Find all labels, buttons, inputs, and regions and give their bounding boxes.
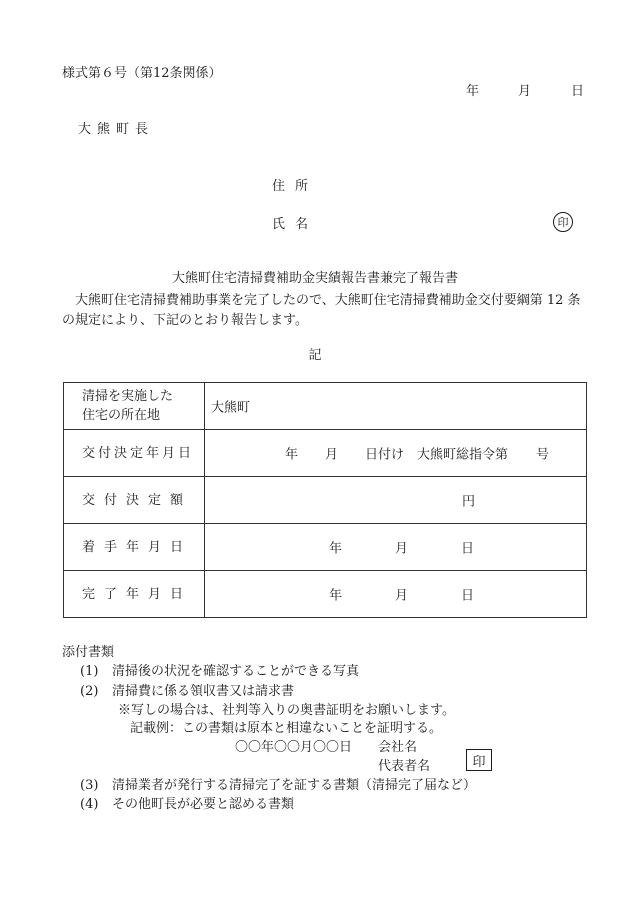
attachment-1-text: 清掃後の状況を確認することができる写真	[112, 664, 360, 679]
decision-order-suffix: 号	[536, 447, 550, 463]
date-day: 日	[571, 84, 585, 99]
location-label	[64, 383, 205, 430]
completion-year: 年	[329, 588, 343, 604]
location-label-line2: 住宅の所在地	[82, 408, 161, 423]
name-label: 氏名	[272, 217, 319, 232]
date-month: 月	[518, 84, 532, 99]
form-number: 様式第６号（第12条関係）	[62, 66, 222, 81]
attachment-2-text: 清掃費に係る領収書又は請求書	[112, 684, 295, 699]
completion-date-cell[interactable]	[205, 571, 587, 618]
location-value-cell[interactable]	[205, 383, 587, 430]
start-month: 月	[395, 541, 409, 557]
table-row	[64, 430, 587, 477]
table-row	[64, 524, 587, 571]
report-table	[63, 382, 587, 618]
decision-order-prefix: 大熊町総指令第	[417, 447, 509, 463]
address-label: 住所	[272, 179, 319, 194]
company-label: 会社名	[378, 740, 418, 755]
table-row	[64, 383, 587, 430]
seal-circle: 印	[553, 212, 573, 232]
attachments-heading: 添付書類	[62, 645, 115, 660]
copy-note: ※写しの場合は、社判等入りの奥書証明をお願いします。	[118, 703, 455, 718]
decision-date-label: 交付決定年月日	[64, 430, 205, 477]
attachment-3-num: (3)	[80, 778, 99, 793]
table-row	[64, 571, 587, 618]
attachment-2-num: (2)	[80, 684, 99, 699]
completion-date-label: 完了年月日	[64, 571, 205, 618]
decision-month: 月	[325, 447, 339, 463]
amount-yen: 円	[462, 494, 476, 510]
attachment-1-num: (1)	[80, 664, 99, 679]
example-date: 〇〇年〇〇月〇〇日	[235, 740, 353, 755]
attachment-4-text: その他町長が必要と認める書類	[112, 797, 295, 812]
location-label-line1: 清掃を実施した	[82, 389, 174, 404]
start-year: 年	[329, 541, 343, 557]
start-date-cell[interactable]	[205, 524, 587, 571]
example-text: 記載例：この書類は原本と相違ないことを証明する。	[130, 721, 443, 736]
start-day: 日	[461, 541, 475, 557]
addressee: 大熊町長	[78, 122, 155, 137]
decision-day-suffix: 日付け	[365, 447, 405, 463]
table-row	[64, 477, 587, 524]
completion-month: 月	[395, 588, 409, 604]
decision-amount-cell[interactable]	[205, 477, 587, 524]
seal-box: 印	[466, 749, 492, 771]
attachment-3-text: 清掃業者が発行する清掃完了を証する書類（清掃完了届など）	[112, 778, 477, 793]
date-year: 年	[466, 84, 480, 99]
attachment-4-num: (4)	[80, 797, 99, 812]
body-text: 大熊町住宅清掃費補助事業を完了したので、大熊町住宅清掃費補助金交付要綱第 12 条の規定により、下記のとおり報告します。	[62, 293, 581, 328]
decision-amount-label: 交付決定額	[64, 477, 205, 524]
document-title: 大熊町住宅清掃費補助金実績報告書兼完了報告書	[171, 271, 458, 286]
decision-date-cell[interactable]	[205, 430, 587, 477]
completion-day: 日	[461, 588, 475, 604]
start-date-label: 着手年月日	[64, 524, 205, 571]
representative-label: 代表者名	[378, 759, 431, 774]
location-value: 大熊町	[211, 400, 251, 416]
decision-year: 年	[285, 447, 299, 463]
ki-heading: 記	[308, 348, 322, 363]
